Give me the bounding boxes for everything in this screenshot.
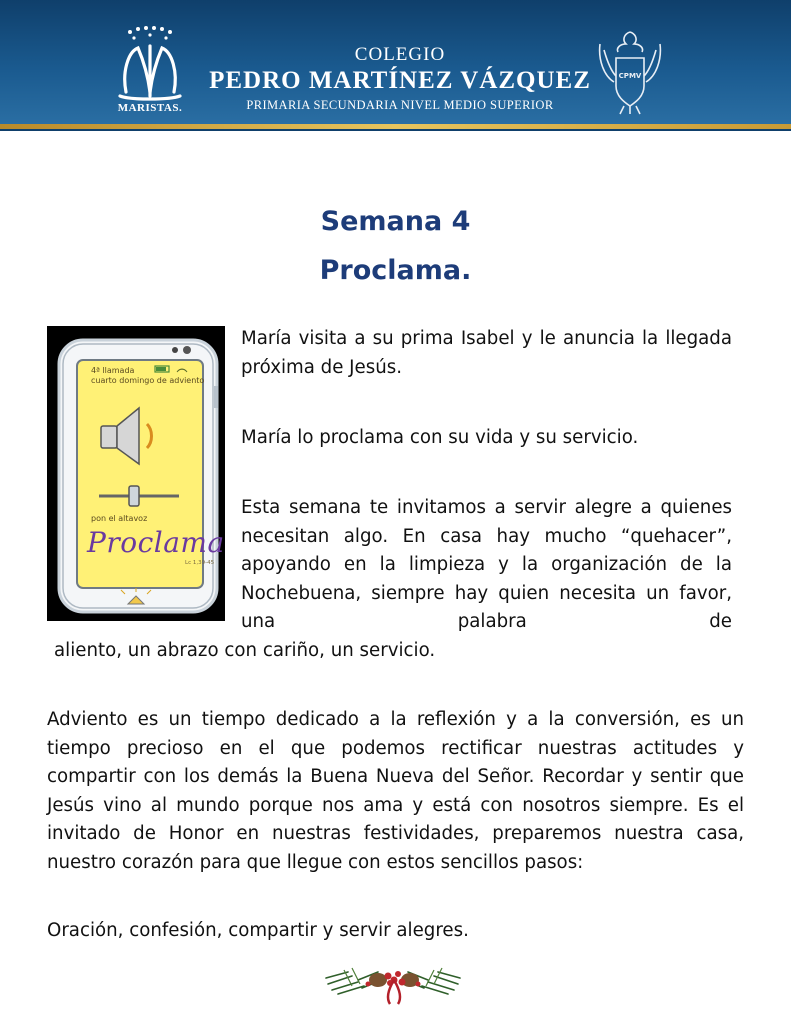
school-crest-icon [594,24,666,116]
school-title: PEDRO MARTÍNEZ VÁZQUEZ [209,67,591,94]
maristas-logo-text: MARISTAS. [117,102,183,114]
paragraph-invitation: Esta semana te invitamos a servir alegre a quienes necesitan algo. En casa hay mucho “quehacer”, apoyando en la limpieza y la organización de la Nochebuena, siempre hay quien necesita un favor, una palabra de [241,497,732,632]
header-divider [0,129,791,131]
school-name [200,44,600,114]
school-levels: PRIMARIA SECUNDARIA NIVEL MEDIO SUPERIOR [246,98,554,112]
call-label: 4ª llamada cuarto domingo de adviento [91,366,205,385]
phone-illustration [47,326,225,621]
crest-text: CPMV [618,72,642,80]
paragraph-invitation-end: aliento, un abrazo con cariño, un servicio. [54,640,436,661]
speaker-label: pon el altavoz [91,514,148,523]
paragraph-visit: María visita a su prima Isabel y le anuncia la llegada próxima de Jesús. [241,328,732,378]
paragraph-proclaim: María lo proclama con su vida y su servicio. [241,427,639,448]
paragraph-advent: Adviento es un tiempo dedicado a la reflexión y a la conversión, es un tiempo precioso en el que podemos rectificar nuestras actitudes y compartir con los demás la Buena Nueva del Señor. Recordar y sentir que Jesús vino al mundo porque nos ama y está con nosotros siempre. Es el invitado de Honor en nuestras festividades, preparemos nuestra casa, nuestro corazón para que llegue con estos sencillos pasos: [47,709,744,873]
page-title: Semana 4 [320,206,471,237]
page-subtitle: Proclama. [319,255,472,286]
bible-reference: Lc 1,39-45 [185,560,215,566]
christmas-garland-icon [318,950,468,1008]
paragraph-steps: Oración, confesión, compartir y servir alegres. [47,920,469,941]
school-label: COLEGIO [354,44,446,65]
proclama-word: Proclama [87,526,225,559]
